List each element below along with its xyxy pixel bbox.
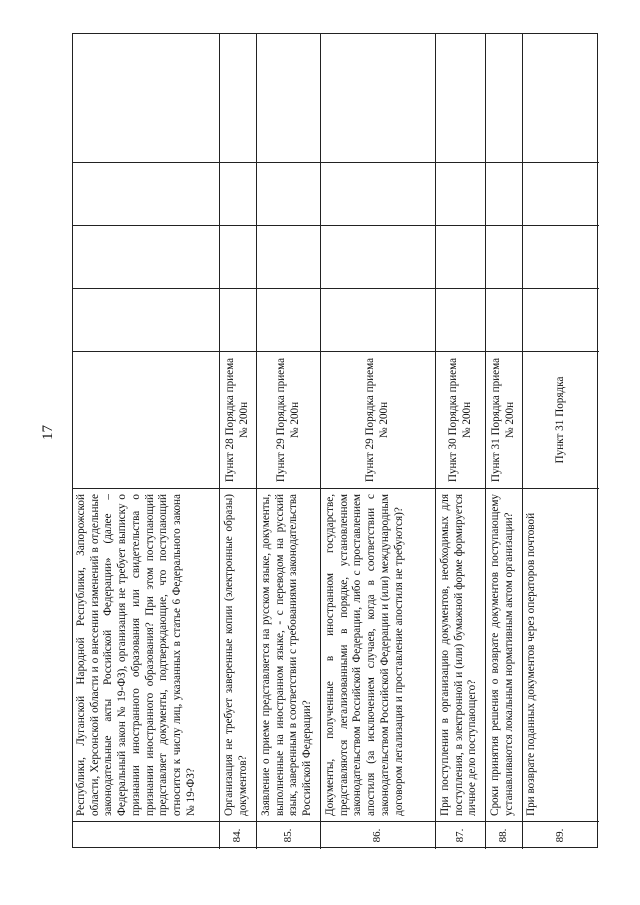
- remarks-cell: [436, 96, 485, 162]
- checklist-table: [72, 33, 598, 848]
- answer-cell: [436, 288, 485, 351]
- question-text: Сроки принятия решения о возврате документов поступающему устанавливаются локальным нормативным актом организации?: [486, 488, 522, 821]
- table-row: [220, 34, 257, 849]
- answer-cell: [73, 162, 219, 225]
- checklist-table-body: [73, 34, 599, 849]
- table-row: [73, 34, 220, 849]
- legal-reference: Пункт 31 Порядка приема № 200н: [486, 351, 522, 488]
- answer-cell: [321, 162, 435, 225]
- table-row: [486, 34, 523, 849]
- answer-cell: [73, 225, 219, 288]
- answer-cell: [486, 162, 522, 225]
- remarks-cell: [321, 96, 435, 162]
- answer-cell: [436, 162, 485, 225]
- remarks-cell: [486, 96, 522, 162]
- row-number: 87.: [436, 821, 485, 849]
- answer-cell: [257, 225, 320, 288]
- page-number: 17: [40, 425, 56, 440]
- table-row: [257, 34, 321, 849]
- question-text: Заявление о приеме представляется на русском языке, документы, выполненные на иностранном языке, - с переводом на русский язык, заверенным в соответствии с требованиями законодательства Российской Федерации?: [257, 488, 320, 821]
- remarks-cell: [257, 96, 320, 162]
- legal-reference: Пункт 31 Порядка: [523, 351, 599, 488]
- row-number: 89.: [523, 821, 599, 849]
- question-text: Республики, Луганской Народной Республики, Запорожской области, Херсонской области и о внесении изменений в отдельные законодательные акты Российской Федерации» (далее – Федеральный закон № 19-ФЗ), организация не требует выписку о признании иностранного образования или свидетельства о признании иностранного образования? При этом поступающий представляет документы, подтверждающие, что поступающий относится к числу лиц, указанных в статье 6 Федерального закона № 19-ФЗ?: [73, 488, 219, 821]
- remarks-cell: [523, 96, 599, 162]
- answer-cell: [486, 225, 522, 288]
- answer-cell: [321, 288, 435, 351]
- legal-reference: Пункт 30 Порядка приема № 200н: [436, 351, 485, 488]
- answer-cell: [523, 162, 599, 225]
- row-number: [73, 821, 219, 849]
- row-number: 88.: [486, 821, 522, 849]
- answer-cell: [523, 225, 599, 288]
- answer-cell: [486, 288, 522, 351]
- remarks-cell: [220, 96, 256, 162]
- answer-cell: [257, 288, 320, 351]
- answer-cell: [220, 288, 256, 351]
- legal-reference: Пункт 29 Порядка приема № 200н: [321, 351, 435, 488]
- table-row: [523, 34, 599, 849]
- question-text: При возврате поданных документов через операторов почтовой: [523, 488, 599, 821]
- question-text: Организация не требует заверенные копии (электронные образы) документов?: [220, 488, 256, 821]
- row-number: 86.: [321, 821, 435, 849]
- answer-cell: [321, 225, 435, 288]
- question-text: При поступлении в организацию документов, необходимых для поступления, в электронной и (или) бумажной форме формируется личное дело поступающего?: [436, 488, 485, 821]
- answer-cell: [220, 225, 256, 288]
- row-number: 85.: [257, 821, 320, 849]
- answer-cell: [257, 162, 320, 225]
- table-row: [321, 34, 436, 849]
- answer-cell: [73, 288, 219, 351]
- table-row: [436, 34, 486, 849]
- answer-cell: [523, 288, 599, 351]
- remarks-cell: [73, 96, 219, 162]
- legal-reference: Пункт 29 Порядка приема № 200н: [257, 351, 320, 488]
- answer-cell: [220, 162, 256, 225]
- legal-reference: Пункт 28 Порядка приема № 200н: [220, 351, 256, 488]
- legal-reference: [73, 351, 219, 488]
- row-number: 84.: [220, 821, 256, 849]
- question-text: Документы, полученные в иностранном государстве, представляются легализованными в порядке, установленном законодательством Российской Федерации, либо с проставлением апостиля (за исключением случаев, когда в соответствии с законодательством Российской Федерации и (или) международным договором легализация и проставление апостиля не требуются)?: [321, 488, 435, 821]
- answer-cell: [436, 225, 485, 288]
